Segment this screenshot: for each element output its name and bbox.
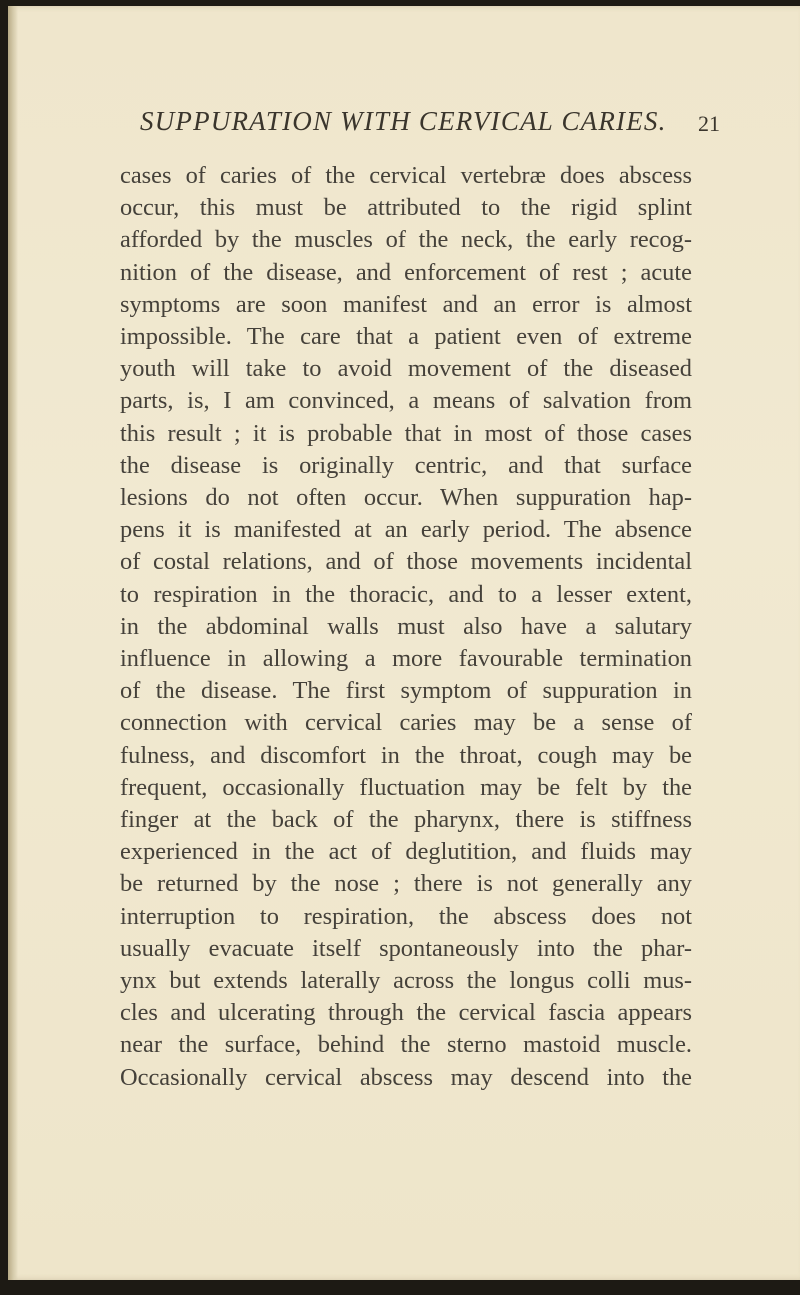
text-line: this result ; it is probable that in most of those cases: [120, 419, 692, 447]
text-line: connection with cervical caries may be a sense of: [120, 709, 692, 737]
page-number: 21: [698, 111, 720, 136]
text-line: of the disease. The first symptom of suppuration in: [120, 677, 692, 705]
text-line: ynx but extends laterally across the longus colli mus-: [120, 967, 692, 995]
page-spine-edge: [8, 6, 18, 1280]
text-line: afforded by the muscles of the neck, the early recog-: [120, 226, 692, 254]
text-line: influence in allowing a more favourable termination: [120, 645, 692, 673]
text-line: nition of the disease, and enforcement of rest ; acute: [120, 258, 692, 286]
text-line: to respiration in the thoracic, and to a lesser extent,: [120, 580, 692, 608]
text-line: impossible. The care that a patient even of extreme: [120, 323, 692, 351]
text-line: pens it is manifested at an early period. The absence: [120, 516, 692, 544]
text-line: youth will take to avoid movement of the diseased: [120, 355, 692, 383]
text-line: symptoms are soon manifest and an error is almost: [120, 290, 692, 318]
text-line: usually evacuate itself spontaneously into the phar-: [120, 934, 692, 962]
text-line: of costal relations, and of those movements incidental: [120, 548, 692, 576]
text-line: finger at the back of the pharynx, there is stiffness: [120, 806, 692, 834]
text-line: frequent, occasionally fluctuation may be felt by the: [120, 773, 692, 801]
body-text: [120, 160, 692, 1094]
text-line: parts, is, I am convinced, a means of salvation from: [120, 387, 692, 415]
text-line: experienced in the act of deglutition, and fluids may: [120, 838, 692, 866]
text-line: Occasionally cervical abscess may descend into the: [120, 1063, 692, 1091]
text-line: interruption to respiration, the abscess does not: [120, 902, 692, 930]
book-page: [8, 6, 800, 1280]
text-line: cles and ulcerating through the cervical fascia appears: [120, 999, 692, 1027]
text-line: fulness, and discomfort in the throat, cough may be: [120, 741, 692, 769]
text-line: occur, this must be attributed to the rigid splint: [120, 194, 692, 222]
text-line: lesions do not often occur. When suppuration hap-: [120, 484, 692, 512]
text-line: in the abdominal walls must also have a salutary: [120, 612, 692, 640]
text-line: be returned by the nose ; there is not generally any: [120, 870, 692, 898]
text-line: cases of caries of the cervical vertebræ does abscess: [120, 162, 692, 189]
text-line: near the surface, behind the sterno mastoid muscle.: [120, 1031, 692, 1059]
text-line: the disease is originally centric, and that surface: [120, 451, 692, 479]
running-head: [140, 106, 720, 146]
running-head-title: SUPPURATION WITH CERVICAL CARIES.: [140, 106, 667, 136]
